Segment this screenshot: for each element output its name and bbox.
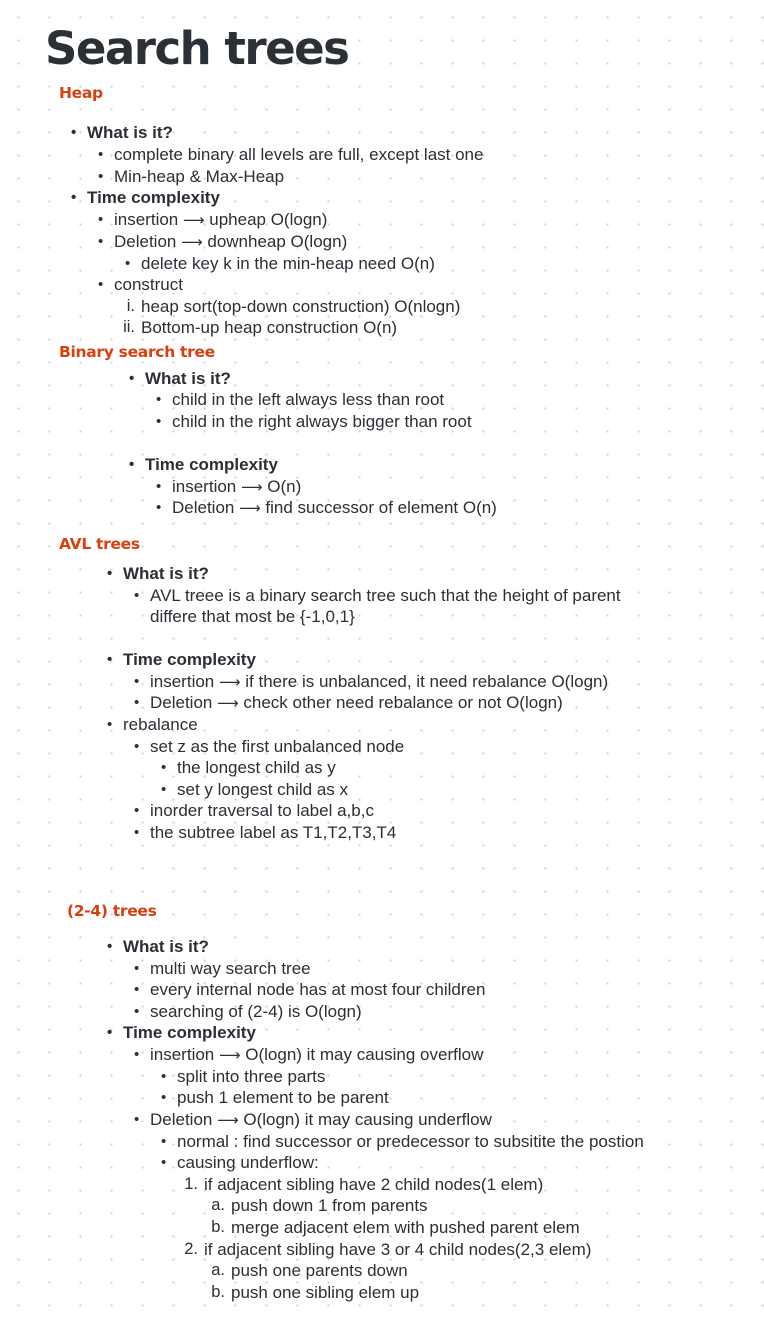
list-item: • Deletion ⟶ find successor of element O(n): [156, 498, 497, 517]
section-heading-bst: Binary search tree: [59, 343, 215, 361]
list-item-t24-what: • What is it?: [107, 937, 209, 956]
arrow-right-icon: ⟶: [217, 694, 239, 712]
list-item: • child in the left always less than root: [156, 390, 445, 409]
bullet-icon: •: [134, 1003, 140, 1020]
bullet-icon: •: [134, 587, 140, 604]
list-item: 2. if adjacent sibling have 3 or 4 child nodes(2,3 elem): [204, 1239, 591, 1261]
list-item: • Min-heap & Max-Heap: [98, 167, 285, 186]
bullet-icon: •: [134, 824, 140, 841]
list-marker: b.: [211, 1283, 225, 1301]
bullet-icon: •: [156, 499, 162, 516]
bullet-icon: •: [98, 146, 104, 163]
bullet-icon: •: [71, 189, 77, 206]
list-item-avl-what: • What is it?: [107, 564, 209, 583]
bullet-icon: •: [161, 1068, 167, 1085]
list-item: a. push down 1 from parents: [231, 1195, 428, 1217]
list-marker: b.: [211, 1218, 225, 1236]
list-item: a. push one parents down: [231, 1260, 408, 1282]
bullet-icon: •: [125, 255, 131, 272]
bullet-icon: •: [134, 802, 140, 819]
bullet-icon: •: [134, 1046, 140, 1063]
bullet-icon: •: [98, 211, 104, 228]
arrow-right-icon: ⟶: [239, 499, 261, 517]
bullet-icon: •: [98, 233, 104, 250]
bullet-icon: •: [129, 456, 135, 473]
bullet-icon: •: [161, 1154, 167, 1171]
list-marker: ii.: [123, 318, 135, 336]
list-item: • every internal node has at most four children: [134, 980, 486, 999]
list-item: • AVL treee is a binary search tree such that the height of parent: [134, 586, 621, 605]
section-heading-avl: AVL trees: [59, 535, 140, 553]
bullet-icon: •: [161, 759, 167, 776]
bullet-icon: •: [134, 694, 140, 711]
bullet-icon: •: [161, 1089, 167, 1106]
bullet-icon: •: [71, 124, 77, 141]
list-marker: 2.: [184, 1240, 198, 1258]
list-item: • inorder traversal to label a,b,c: [134, 801, 374, 820]
list-item: • construct: [98, 275, 183, 294]
list-item-bst-what: • What is it?: [129, 369, 231, 388]
bullet-icon: •: [129, 370, 135, 387]
arrow-right-icon: ⟶: [217, 1111, 239, 1129]
section-heading-2-4-trees: (2-4) trees: [67, 902, 157, 920]
list-item: • insertion ⟶ upheap O(logn): [98, 210, 328, 229]
list-item: • insertion ⟶ if there is unbalanced, it need rebalance O(logn): [134, 672, 609, 691]
list-item: • the longest child as y: [161, 758, 336, 777]
section-heading-heap: Heap: [59, 84, 103, 102]
list-item: • Deletion ⟶ O(logn) it may causing underflow: [134, 1110, 492, 1129]
list-item: • Deletion ⟶ downheap O(logn): [98, 232, 348, 251]
bullet-icon: •: [107, 938, 113, 955]
list-marker: a.: [211, 1261, 225, 1279]
arrow-right-icon: ⟶: [183, 211, 205, 229]
bullet-icon: •: [107, 1024, 113, 1041]
list-item: • searching of (2-4) is O(logn): [134, 1002, 362, 1021]
list-item: ii. Bottom-up heap construction O(n): [141, 317, 397, 339]
list-item-continuation: differe that most be {-1,0,1}: [150, 607, 355, 626]
list-item: • set z as the first unbalanced node: [134, 737, 405, 756]
list-item-avl-time: • Time complexity: [107, 650, 256, 669]
list-item: • split into three parts: [161, 1067, 326, 1086]
bullet-icon: •: [98, 168, 104, 185]
list-item: • rebalance: [107, 715, 198, 734]
bullet-icon: •: [161, 781, 167, 798]
bullet-icon: •: [107, 716, 113, 733]
list-item: • child in the right always bigger than root: [156, 412, 472, 431]
list-item-heap-time: • Time complexity: [71, 188, 220, 207]
bullet-icon: •: [107, 651, 113, 668]
bullet-icon: •: [134, 960, 140, 977]
list-item-bst-time: • Time complexity: [129, 455, 278, 474]
arrow-right-icon: ⟶: [241, 478, 263, 496]
bullet-icon: •: [156, 478, 162, 495]
bullet-icon: •: [134, 738, 140, 755]
list-item: b. merge adjacent elem with pushed parent elem: [231, 1217, 580, 1239]
list-item: 1. if adjacent sibling have 2 child nodes(1 elem): [204, 1174, 543, 1196]
bullet-icon: •: [161, 1133, 167, 1150]
bullet-icon: •: [134, 1111, 140, 1128]
list-item-t24-time: • Time complexity: [107, 1023, 256, 1042]
bullet-icon: •: [156, 391, 162, 408]
list-marker: 1.: [184, 1175, 198, 1193]
list-item: • the subtree label as T1,T2,T3,T4: [134, 823, 397, 842]
list-item: • multi way search tree: [134, 959, 311, 978]
list-item: • normal : find successor or predecessor to subsitite the postion: [161, 1132, 644, 1151]
list-item: • insertion ⟶ O(logn) it may causing overflow: [134, 1045, 484, 1064]
list-item: i. heap sort(top-down construction) O(nlogn): [141, 296, 460, 318]
list-item: • complete binary all levels are full, except last one: [98, 145, 484, 164]
list-item: • causing underflow:: [161, 1153, 319, 1172]
arrow-right-icon: ⟶: [181, 233, 203, 251]
list-item: • Deletion ⟶ check other need rebalance or not O(logn): [134, 693, 563, 712]
arrow-right-icon: ⟶: [219, 673, 241, 691]
page-title: Search trees: [45, 22, 349, 75]
bullet-icon: •: [98, 276, 104, 293]
list-item: • insertion ⟶ O(n): [156, 477, 302, 496]
list-item-heap-what: • What is it?: [71, 123, 173, 142]
list-item: • delete key k in the min-heap need O(n): [125, 254, 435, 273]
list-item: b. push one sibling elem up: [231, 1282, 419, 1304]
list-marker: i.: [126, 297, 135, 315]
list-item: • set y longest child as x: [161, 780, 349, 799]
bullet-icon: •: [156, 413, 162, 430]
list-item: • push 1 element to be parent: [161, 1088, 389, 1107]
bullet-icon: •: [107, 565, 113, 582]
bullet-icon: •: [134, 673, 140, 690]
arrow-right-icon: ⟶: [219, 1046, 241, 1064]
list-marker: a.: [211, 1196, 225, 1214]
bullet-icon: •: [134, 981, 140, 998]
